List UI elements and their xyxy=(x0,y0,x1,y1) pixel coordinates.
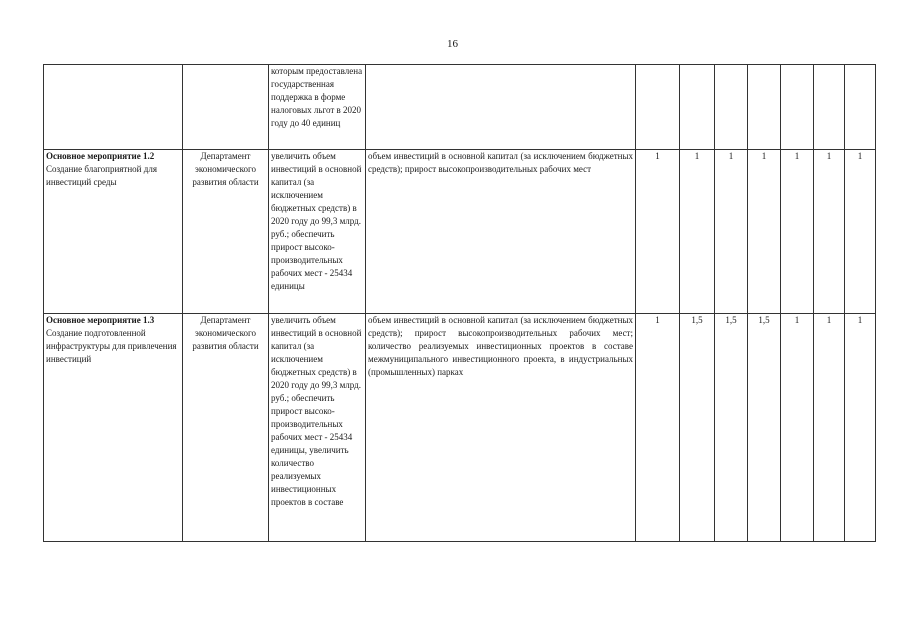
indicators-cell xyxy=(366,65,636,150)
value-cell: 1,5 xyxy=(748,314,781,542)
value-cell: 1 xyxy=(715,150,748,314)
expected-result-cell: увеличить объем инвестиций в основной капитал (за исключением бюджетных средств) в 2020 году до 99,3 млрд. руб.; обеспечить прирост высоко-производительных рабочих мест - 25434 единицы xyxy=(269,150,366,314)
value-cell: 1 xyxy=(636,150,680,314)
activity-name-cell xyxy=(44,150,183,314)
activity-description: Создание благоприятной для инвестиций среды xyxy=(46,164,157,187)
value-cell xyxy=(781,65,814,150)
page-number: 16 xyxy=(447,38,458,50)
program-activities-table xyxy=(43,64,876,542)
value-cell: 1 xyxy=(636,314,680,542)
department-cell xyxy=(183,65,269,150)
department-cell: Департамент экономического развития области xyxy=(183,314,269,542)
value-cell: 1 xyxy=(748,150,781,314)
value-cell: 1,5 xyxy=(680,314,715,542)
activity-name-cell xyxy=(44,65,183,150)
activity-title: Основное мероприятие 1.3 xyxy=(46,315,155,325)
value-cell: 1 xyxy=(845,150,876,314)
table-row xyxy=(44,65,876,150)
table-row xyxy=(44,150,876,314)
activity-title: Основное мероприятие 1.2 xyxy=(46,151,155,161)
value-cell xyxy=(748,65,781,150)
expected-result-text: увеличить объем инвестиций в основной капитал (за исключением бюджетных средств) в 2020 году до 99,3 млрд. руб.; обеспечить прирост высоко-производительных рабочих мест - 25434 единицы, увеличить количество реализуемых инвестиционных проектов в составе xyxy=(271,315,362,507)
expected-result-cell xyxy=(269,314,366,542)
value-cell: 1 xyxy=(814,314,845,542)
activity-name-cell xyxy=(44,314,183,542)
indicators-cell: объем инвестиций в основной капитал (за исключением бюджетных средств); прирост высокопроизводительных рабочих мест xyxy=(366,150,636,314)
department-cell: Департамент экономического развития области xyxy=(183,150,269,314)
value-cell xyxy=(845,65,876,150)
activity-description: Создание подготовленной инфраструктуры для привлечения инвестиций xyxy=(46,328,177,364)
value-cell: 1,5 xyxy=(715,314,748,542)
value-cell: 1 xyxy=(781,314,814,542)
table-row xyxy=(44,314,876,542)
value-cell: 1 xyxy=(814,150,845,314)
value-cell xyxy=(814,65,845,150)
value-cell xyxy=(680,65,715,150)
expected-result-cell: которым предоставлена государственная поддержка в форме налоговых льгот в 2020 году до 40 единиц xyxy=(269,65,366,150)
value-cell xyxy=(715,65,748,150)
indicators-cell: объем инвестиций в основной капитал (за исключением бюджетных средств); прирост высокопроизводительных рабочих мест; количество реализуемых инвестиционных проектов в составе межмуниципального инвестиционного проекта, в индустриальных (промышленных) парках xyxy=(366,314,636,542)
value-cell: 1 xyxy=(680,150,715,314)
value-cell xyxy=(636,65,680,150)
value-cell: 1 xyxy=(781,150,814,314)
value-cell: 1 xyxy=(845,314,876,542)
